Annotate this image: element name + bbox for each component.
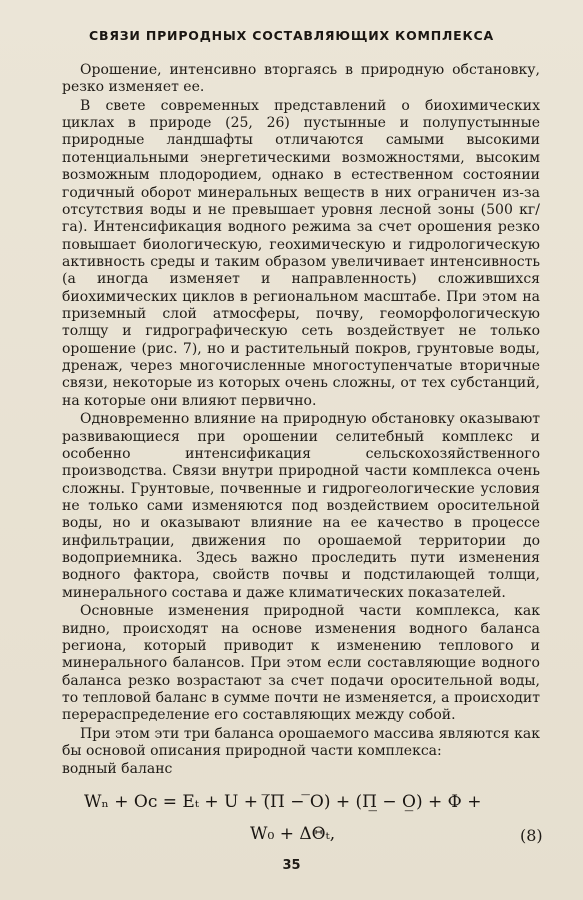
equation-number: (8) — [520, 826, 543, 845]
paragraph-5-text: При этом эти три баланса орошаемого массива являются как бы основой описания природной части комплекса: — [62, 725, 540, 760]
equation-line-1: Wₙ + Oᴄ = Eₜ + U + (̅П − ̅O) + (П̲ − O̲) + Ф + — [84, 792, 482, 812]
paragraph-1-text: Орошение, интенсивно вторгаясь в природную обстановку, резко изменяет ее. — [62, 62, 540, 96]
paragraph-2-text: В свете современных представлений о биохимических циклах в природе (25, 26) пустынные и полупустынные природные ландшафты отличаются самыми высокими потенциальными энергетическими возможностями, высоким возможным плодородием, однако в естественном состоянии годичный оборот минеральных веществ в них ограничен из-за отсутствия воды и не превышает уровня лесной зоны (500 кг/га). Интенсификация водного режима за счет орошения резко повышает биологическую, геохимическую и гидрологическую активность среды и таким образом увеличивает интенсивность (а иногда изменяет и направленность) сложившихся биохимических циклов в региональном масштабе. При этом на приземный слой атмосферы, почву, геоморфологическую толщу и гидрографическую сеть воздействует не только орошение (рис. 7), но и растительный покров, грунтовые воды, дренаж, через многочисленные многоступенчатые вторичные связи, некоторые из которых очень сложны, от тех субстанций, на которые они влияют первично. — [62, 97, 540, 409]
equation-intro-text: водный баланс — [62, 761, 173, 778]
running-header: СВЯЗИ ПРИРОДНЫХ СОСТАВЛЯЮЩИХ КОМПЛЕКСА — [89, 28, 494, 43]
page-number: 35 — [282, 858, 301, 873]
equation-line-2: W₀ + ΔΘₜ, — [250, 824, 336, 844]
paragraph-3 — [62, 411, 540, 602]
paragraph-5 — [62, 726, 540, 761]
equation-intro — [62, 761, 540, 778]
paragraph-1 — [62, 62, 540, 97]
paragraph-3-text: Одновременно влияние на природную обстановку оказывают развивающиеся при орошении селитебный комплекс и особенно интенсификация сельскохозяйственного производства. Связи внутри природной части комплекса очень сложны. Грунтовые, почвенные и гидрогеологические условия не только сами изменяются под воздействием оросительной воды, но и оказывают влияние на ее качество в процессе инфильтрации, движения по орошаемой территории до водоприемника. Здесь важно проследить пути изменения водного фактора, свойств почвы и подстилающей толщи, минерального состава и даже климатических показателей. — [62, 411, 540, 601]
paragraph-4 — [62, 603, 540, 725]
paragraph-4-text: Основные изменения природной части комплекса, как видно, происходят на основе изменения водного баланса региона, который приводит к изменению теплового и минерального балансов. При этом если составляющие водного баланса резко возрастают за счет подачи оросительной воды, то тепловой баланс в сумме почти не изменяется, а происходит перераспределение его составляющих между собой. — [62, 603, 540, 724]
paragraph-2 — [62, 98, 540, 410]
body-text — [62, 62, 540, 780]
